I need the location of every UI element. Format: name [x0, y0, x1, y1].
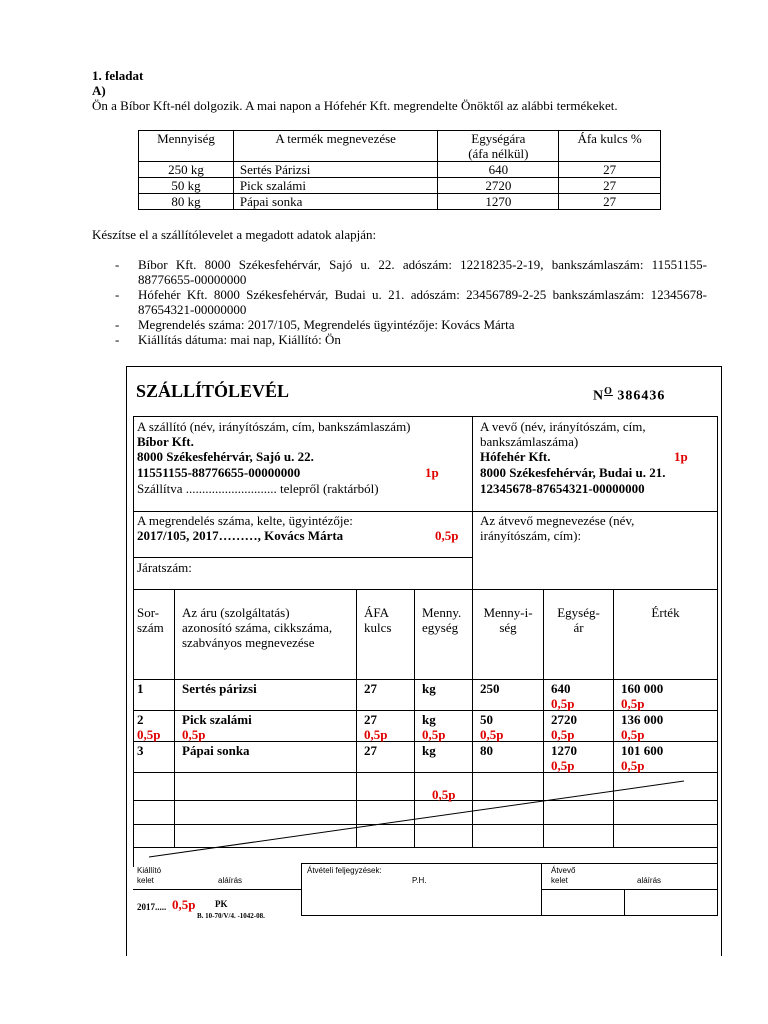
item-qty: 250	[480, 681, 500, 696]
cell-name: Pick szalámi	[233, 178, 438, 194]
receiver-label-cont: irányítószám, cím):	[480, 528, 582, 543]
task-subtitle: A)	[92, 83, 106, 98]
task-intro: Ön a Bíbor Kft-nél dolgozik. A mai napon a Hófehér Kft. megrendelte Önöktől az alábbi termékeket.	[92, 98, 618, 113]
item-value: 160 000	[621, 681, 664, 696]
list-item: - Hófehér Kft. 8000 Székesfehérvár, Budai u. 21. adószám: 23456789-2-25 bankszámlaszám: 12345678-87654321-00000000	[115, 287, 707, 317]
item-name-points: 0,5p	[182, 727, 206, 742]
buyer-label: A vevő (név, irányítószám, cím,	[480, 419, 646, 434]
table-row	[139, 194, 661, 210]
issuer-label: Kiállító	[137, 866, 162, 875]
header-name: A termék megnevezése	[233, 131, 438, 162]
item-name: Pápai sonka	[182, 743, 250, 758]
item-no: 3	[137, 743, 144, 758]
issuer-date-label: kelet	[137, 876, 154, 885]
col-item: Az áru (szolgáltatás) azonosító száma, cikkszáma, szabványos megnevezése	[182, 605, 333, 650]
item-price-points: 0,5p	[551, 696, 575, 711]
item-vat: 27	[364, 743, 377, 758]
item-no: 2	[137, 712, 144, 727]
list-item: - Bíbor Kft. 8000 Székesfehérvár, Sajó u. 22. adószám: 12218235-2-19, bankszámlaszám: 11551155-88776655-00000000	[115, 257, 707, 287]
buyer-address: 8000 Székesfehérvár, Budai u. 21.	[480, 465, 666, 480]
buyer-label-cont: bankszámlaszáma)	[480, 434, 579, 449]
receipt-notes-label: Átvételi feljegyzések:	[307, 866, 382, 875]
strike-line	[127, 367, 721, 867]
item-price: 2720	[551, 712, 577, 727]
item-price: 640	[551, 681, 571, 696]
receiver-signature-label: aláírás	[637, 876, 662, 885]
order-value: 2017/105, 2017………, Kovács Márta	[137, 528, 344, 543]
supplier-name: Bíbor Kft.	[137, 434, 194, 449]
note-number-value: 386436	[617, 388, 666, 404]
list-item: - Megrendelés száma: 2017/105, Megrendelés ügyintézője: Kovács Márta	[115, 317, 707, 332]
item-qty-points: 0,5p	[480, 727, 504, 742]
item-no: 1	[137, 681, 144, 696]
data-list	[115, 257, 707, 347]
item-qty: 80	[480, 743, 493, 758]
cell-qty: 250 kg	[139, 162, 234, 178]
item-qty: 50	[480, 712, 493, 727]
item-vat: 27	[364, 681, 377, 696]
header-vat: Áfa kulcs %	[559, 131, 661, 162]
item-name: Sertés párizsi	[182, 681, 257, 696]
item-value-points: 0,5p	[621, 758, 645, 773]
order-table	[138, 130, 661, 210]
cell-name: Pápai sonka	[233, 194, 438, 210]
table-row	[139, 178, 661, 194]
route-label: Járatszám:	[137, 560, 192, 575]
col-qty: Menny-i- ség	[483, 605, 533, 635]
note-no-sup: O	[604, 386, 613, 397]
cell-vat: 27	[559, 194, 661, 210]
item-price-points: 0,5p	[551, 758, 575, 773]
task-instruction: Készítse el a szállítólevelet a megadott adatok alapján:	[92, 227, 377, 242]
item-unit: kg	[422, 712, 436, 727]
footer-date: 2017.....	[137, 902, 167, 912]
note-title: SZÁLLÍTÓLEVÉL	[136, 381, 290, 401]
supplier-account: 11551155-88776655-00000000	[137, 465, 301, 480]
item-price: 1270	[551, 743, 577, 758]
item-name: Pick szalámi	[182, 712, 252, 727]
item-vat-points: 0,5p	[364, 727, 388, 742]
receiver-label: Az átvevő megnevezése (név,	[480, 513, 635, 528]
item-no-points: 0,5p	[137, 727, 161, 742]
item-value-points: 0,5p	[621, 727, 645, 742]
cell-vat: 27	[559, 162, 661, 178]
cell-qty: 50 kg	[139, 178, 234, 194]
item-unit: kg	[422, 743, 436, 758]
supplier-label: A szállító (név, irányítószám, cím, bankszámlaszám)	[137, 419, 411, 434]
table-row	[139, 162, 661, 178]
divider	[133, 889, 302, 890]
header-price-line2: (áfa nélkül)	[468, 146, 529, 161]
table-header-row	[139, 131, 661, 162]
divider	[624, 889, 625, 916]
order-points: 0,5p	[435, 528, 459, 543]
shipped-from: Szállítva ............................ telepről (raktárból)	[137, 481, 379, 496]
footer-date-points: 0,5p	[172, 897, 196, 912]
item-vat: 27	[364, 712, 377, 727]
cell-vat: 27	[559, 178, 661, 194]
col-vat: ÁFA kulcs	[364, 605, 392, 635]
item-unit: kg	[422, 681, 436, 696]
stamp-label: P.H.	[412, 876, 427, 885]
header-qty: Mennyiség	[139, 131, 234, 162]
buyer-points: 1p	[674, 449, 688, 464]
buyer-account: 12345678-87654321-00000000	[480, 481, 645, 496]
empty-rows-points: 0,5p	[432, 787, 456, 802]
header-price	[438, 131, 559, 162]
supplier-address: 8000 Székesfehérvár, Sajó u. 22.	[137, 449, 314, 464]
buyer-name: Hófehér Kft.	[480, 449, 551, 464]
receiver-sign-label: Átvevő	[551, 866, 576, 875]
supplier-points: 1p	[425, 465, 439, 480]
col-unit: Menny. egység	[422, 605, 462, 635]
item-price-points: 0,5p	[551, 727, 575, 742]
divider	[301, 915, 718, 916]
col-sor: Sor- szám	[137, 605, 164, 635]
cell-price: 2720	[438, 178, 559, 194]
form-code: B. 10-70/V/4. -1042-08.	[197, 912, 265, 920]
cell-price: 640	[438, 162, 559, 178]
divider	[541, 889, 718, 890]
note-no-label: N	[593, 388, 605, 404]
footer-pk: PK	[215, 899, 228, 909]
issuer-signature-label: aláírás	[218, 876, 243, 885]
order-label: A megrendelés száma, kelte, ügyintézője:	[137, 513, 353, 528]
receiver-date-label: kelet	[551, 876, 568, 885]
cell-qty: 80 kg	[139, 194, 234, 210]
col-price: Egység- ár	[557, 605, 600, 635]
cell-name: Sertés Párizsi	[233, 162, 438, 178]
cell-price: 1270	[438, 194, 559, 210]
item-value-points: 0,5p	[621, 696, 645, 711]
item-unit-points: 0,5p	[422, 727, 446, 742]
col-value: Érték	[651, 605, 680, 620]
header-price-line1: Egységára	[471, 131, 526, 146]
task-title: 1. feladat	[92, 68, 144, 83]
list-item: - Kiállítás dátuma: mai nap, Kiállító: Ön	[115, 332, 707, 347]
delivery-note	[126, 366, 722, 956]
item-value: 136 000	[621, 712, 664, 727]
item-value: 101 600	[621, 743, 664, 758]
